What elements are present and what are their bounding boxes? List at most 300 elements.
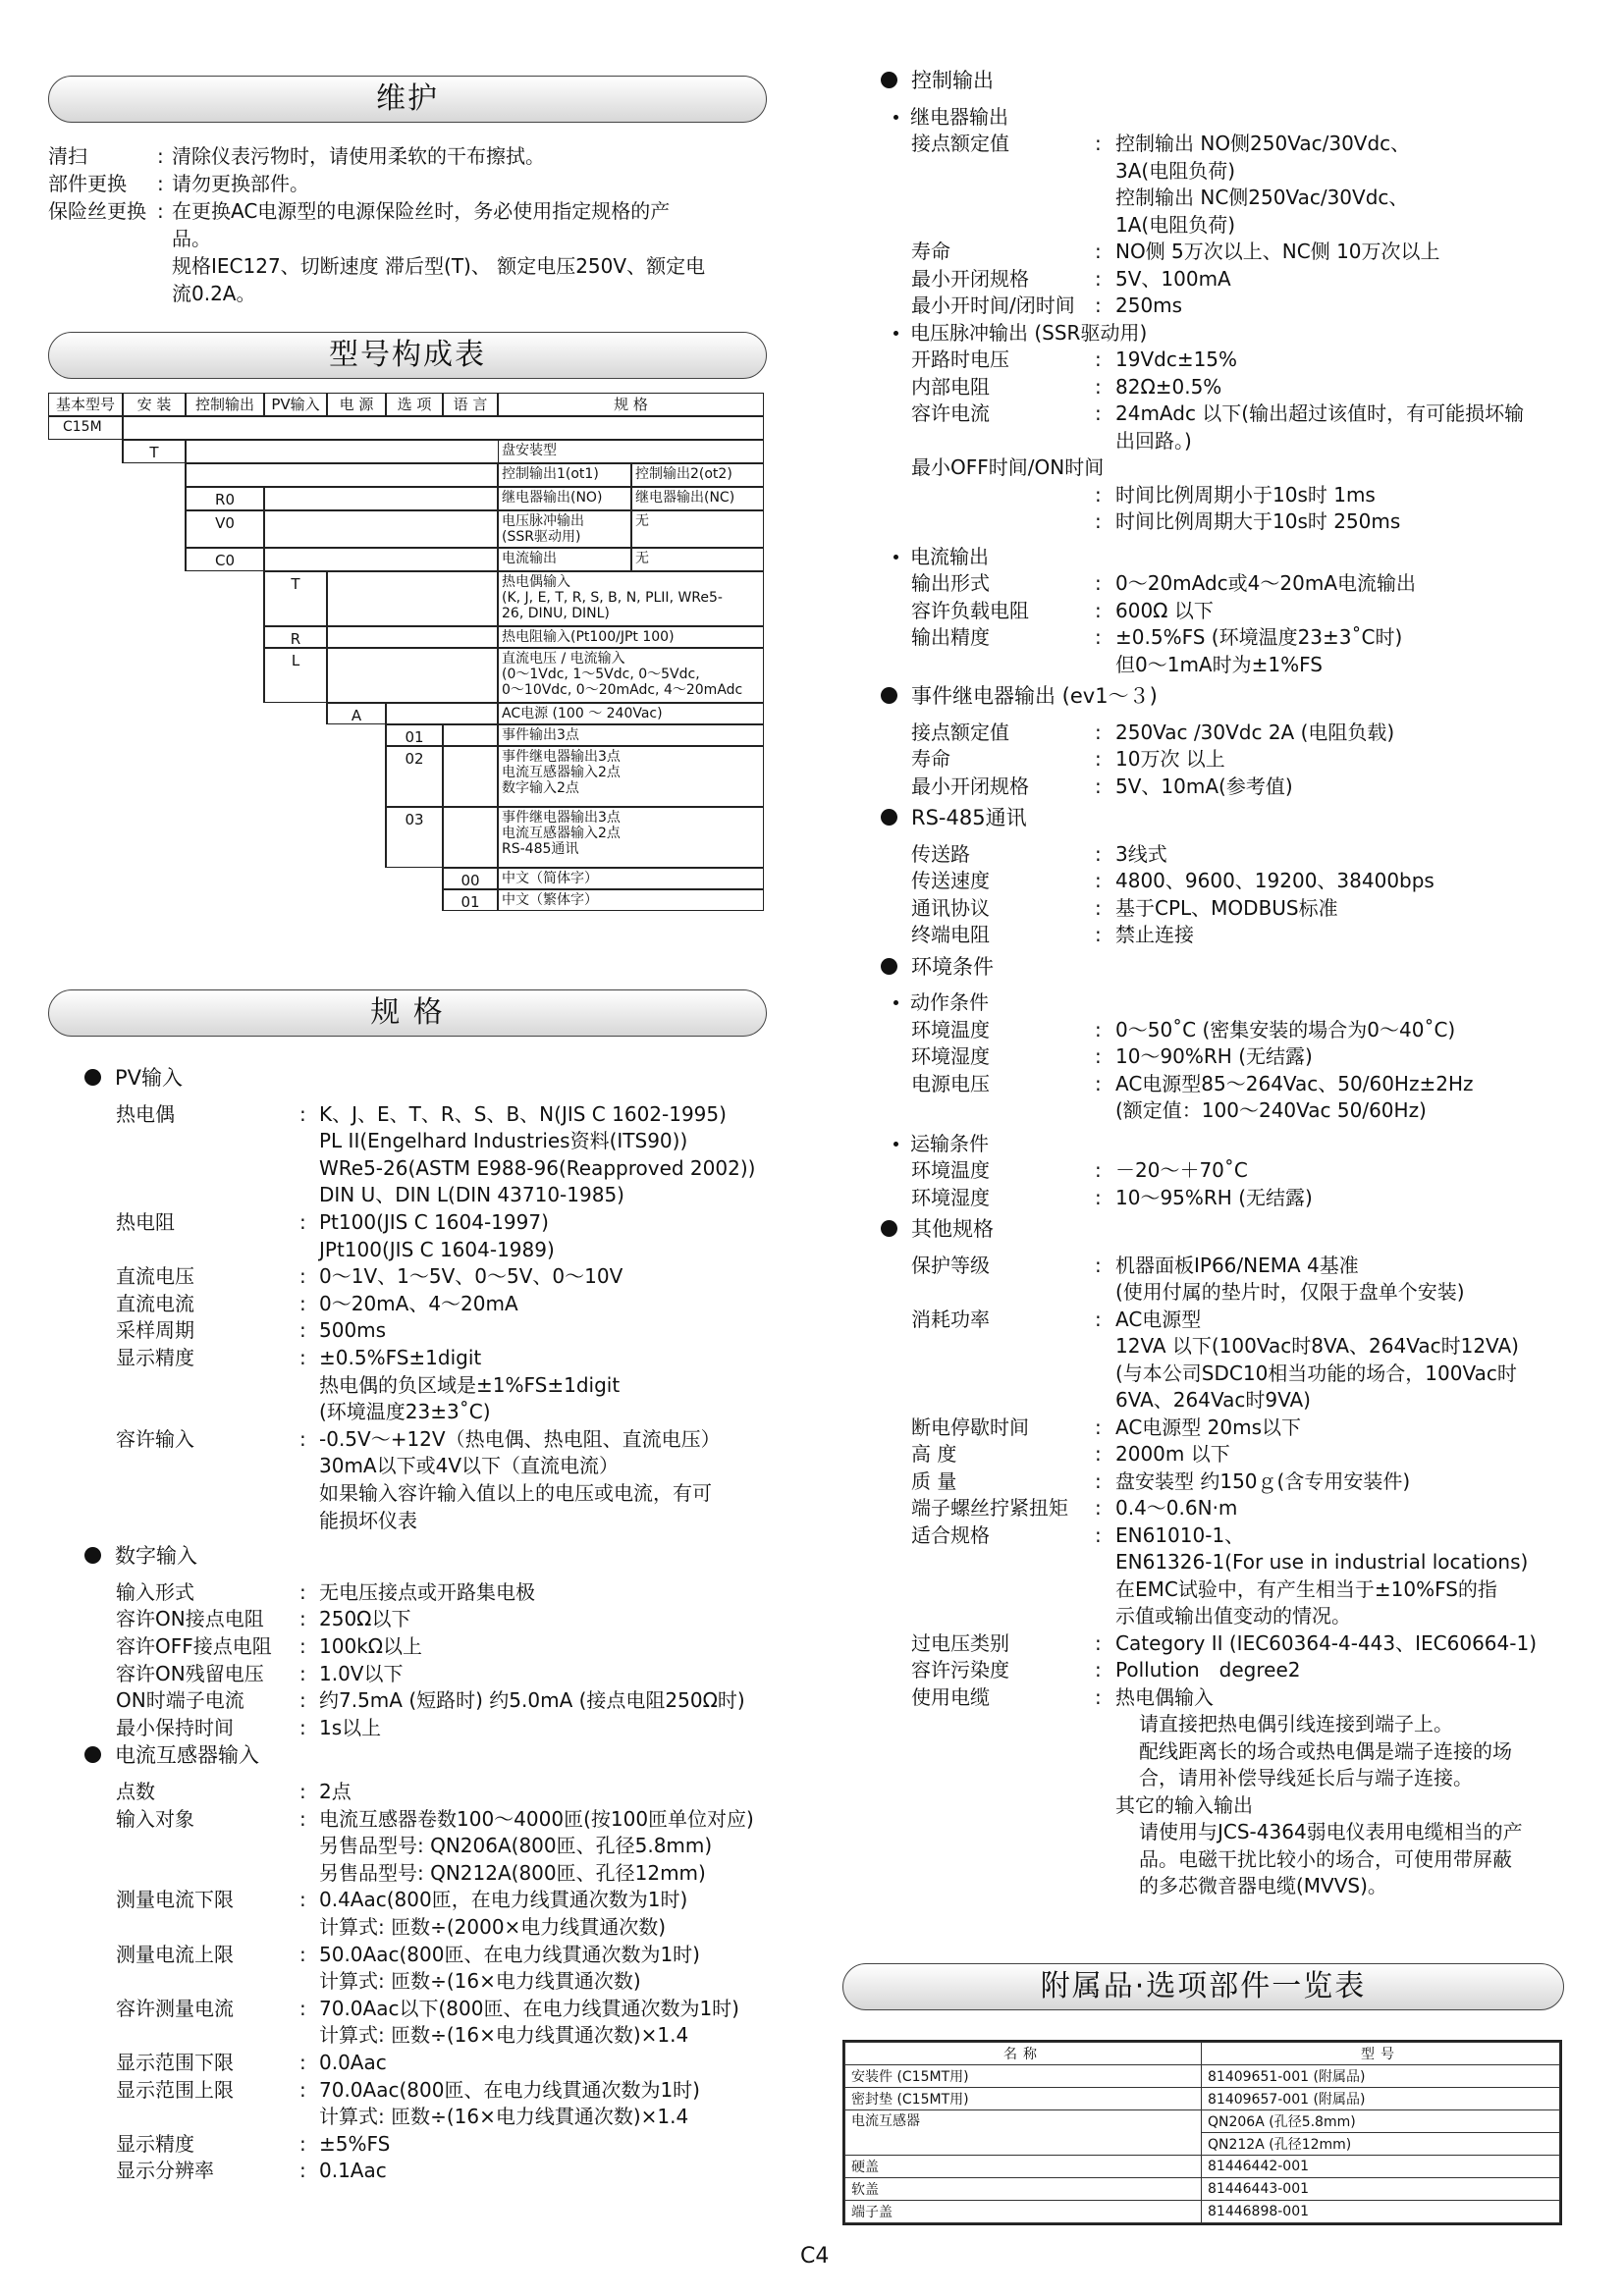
spec-label: 环境湿度	[911, 1185, 990, 1209]
spec-colon: :	[1095, 482, 1102, 507]
small-bullet-icon	[893, 1142, 898, 1147]
spec-value: AC电源型85～264Vac、50/60Hz±2Hz	[1115, 1071, 1474, 1095]
spec-label: 测量电流上限	[116, 1942, 234, 1966]
spec-colon: :	[1095, 1496, 1102, 1520]
mt-connector	[122, 416, 123, 463]
spec-colon: :	[1095, 266, 1102, 291]
accessories-table	[842, 2040, 1562, 2225]
mt-connector	[263, 487, 264, 703]
maint-value-clean: 清除仪表污物时，请使用柔软的干布擦拭。	[172, 144, 545, 168]
subsection-heading-text: 继电器输出	[910, 104, 1008, 129]
section-heading-text: 控制输出	[911, 69, 994, 92]
spec-colon: :	[1095, 1658, 1102, 1682]
mt-v0-spec1	[498, 510, 631, 548]
spec-value: 1A(电阻负荷)	[1115, 212, 1236, 237]
spec-colon: :	[299, 1661, 306, 1685]
mt-opt03-line: 电流互感器输入2点	[502, 826, 621, 841]
mt-option-code-03: 03	[386, 807, 443, 868]
subsection-heading	[893, 1131, 989, 1157]
mt-connector	[442, 724, 443, 911]
spec-value: 计算式: 匝数÷(16×电力线貫通次数)×1.4	[319, 2023, 689, 2048]
spec-value: 示值或输出值变动的情况。	[1115, 1604, 1351, 1628]
mt-blank	[327, 571, 498, 626]
mt-control-ot2: 控制输出2(ot2)	[631, 463, 764, 487]
bullet-dot-icon	[881, 72, 897, 88]
mt-install-code: T	[123, 440, 186, 463]
mt-control-code-r0: R0	[186, 487, 264, 510]
spec-value: Category II (IEC60364-4-443、IEC60664-1)	[1115, 1630, 1537, 1655]
spec-value: 如果输入容许输入值以上的电压或电流，有可	[319, 1481, 712, 1505]
section-heading-text: RS-485通讯	[911, 806, 1027, 829]
mt-header-control: 控制输出	[186, 393, 264, 416]
spec-label: ON时端子电流	[116, 1688, 244, 1713]
spec-colon: :	[1095, 1442, 1102, 1466]
maint-label-parts: 部件更换	[48, 172, 127, 195]
spec-colon: :	[1095, 132, 1102, 155]
spec-value: 6VA、264Vac时9VA)	[1115, 1388, 1311, 1412]
acc-name: 软盖	[845, 2178, 1202, 2201]
spec-value: (使用付属的垫片时，仅限于盘单个安装)	[1115, 1280, 1465, 1304]
spec-value: 0.4Aac(800匝，在电力线貫通次数为1时)	[319, 1888, 688, 1912]
spec-label: 传送路	[911, 841, 970, 866]
spec-value: 计算式: 匝数÷(16×电力线貫通次数)	[319, 1969, 641, 1994]
spec-colon: :	[299, 2077, 306, 2102]
spec-value: 70.0Aac(800匝、在电力线貫通次数为1时)	[319, 2077, 700, 2102]
mt-header-option: 选 项	[386, 393, 443, 416]
mt-opt02-line: 数字输入2点	[502, 780, 579, 796]
spec-label: 显示精度	[116, 1346, 194, 1369]
mt-header-power: 电 源	[327, 393, 386, 416]
mt-option-spec-01: 事件输出3点	[498, 724, 764, 746]
mt-opt02-line: 电流互感器输入2点	[502, 765, 621, 780]
spec-value: 时间比例周期小于10s时 1ms	[1115, 482, 1376, 507]
spec-label: 容许负载电阻	[911, 598, 1029, 622]
maint-colon: :	[157, 144, 164, 168]
bullet-dot-icon	[84, 1746, 101, 1763]
spec-label: 环境温度	[911, 1158, 990, 1182]
mt-lang-code-00: 00	[443, 868, 498, 889]
spec-value: ±5%FS	[319, 2131, 391, 2156]
spec-value: Pt100(JIS C 1604-1997)	[319, 1210, 549, 1234]
spec-value: 请使用与JCS-4364弱电仪表用电缆相当的产	[1139, 1820, 1523, 1843]
section-heading-text: PV输入	[115, 1066, 184, 1090]
spec-label: 输出形式	[911, 571, 990, 595]
spec-value: 请直接把热电偶引线连接到端子上。	[1139, 1712, 1453, 1735]
mt-pv-l-line: (0～1Vdc, 1～5Vdc, 0～5Vdc,	[502, 667, 700, 682]
mt-blank	[443, 807, 498, 868]
spec-label: 输入形式	[116, 1579, 194, 1604]
acc-model: QN212A (孔径12mm)	[1202, 2133, 1560, 2156]
spec-value: 盘安装型 约150ｇ(含专用安装件)	[1115, 1468, 1411, 1493]
spec-value: －20～＋70˚C	[1115, 1158, 1248, 1182]
spec-value: 合，请用补偿导线延长后与端子连接。	[1139, 1766, 1473, 1789]
spec-colon: :	[1095, 747, 1102, 771]
spec-colon: :	[1095, 401, 1102, 425]
model-table-banner: 型号构成表	[48, 332, 767, 379]
spec-value: 82Ω±0.5%	[1115, 374, 1222, 399]
spec-value: AC电源型	[1115, 1307, 1202, 1331]
section-heading-text: 数字输入	[115, 1544, 197, 1569]
spec-value: 250Vac /30Vdc 2A (电阻负载)	[1115, 720, 1395, 744]
spec-value: 12VA 以下(100Vac时8VA、264Vac时12VA)	[1115, 1334, 1519, 1358]
spec-value: 0～20mA、4～20mA	[319, 1291, 518, 1315]
bullet-dot-icon	[84, 1547, 101, 1564]
spec-colon: :	[299, 1806, 306, 1831]
mt-pv-code-r: R	[264, 626, 327, 648]
mt-blank	[264, 487, 498, 510]
bullet-dot-icon	[881, 687, 897, 704]
spec-value: 3A(电阻负荷)	[1115, 158, 1236, 183]
spec-value: 控制输出 NO侧250Vac/30Vdc、	[1115, 132, 1411, 155]
spec-value: 基于CPL、MODBUS标准	[1115, 895, 1338, 920]
spec-colon: :	[1095, 347, 1102, 371]
spec-value: 出回路。)	[1115, 428, 1192, 453]
spec-label: 传送速度	[911, 869, 990, 892]
spec-label: 最小开时间/闭时间	[911, 294, 1075, 317]
page-number: C4	[800, 2244, 830, 2269]
spec-value: EN61326-1(For use in industrial locations)	[1115, 1550, 1529, 1574]
spec-label: 通讯协议	[911, 895, 990, 920]
mt-base-code: C15M	[48, 416, 123, 440]
mt-control-ot1: 控制输出1(ot1)	[498, 463, 631, 487]
spec-colon: :	[299, 1780, 306, 1803]
spec-colon: :	[1095, 598, 1102, 622]
spec-label: 容许OFF接点电阻	[116, 1634, 272, 1658]
mt-blank	[264, 548, 498, 571]
acc-header-model: 型号	[1202, 2043, 1560, 2065]
section-heading-text: 其他规格	[911, 1217, 994, 1241]
spec-label: 最小OFF时间/ON时间	[911, 455, 1105, 479]
maint-colon: :	[157, 172, 164, 195]
spec-value: 5V、100mA	[1115, 266, 1231, 291]
spec-value: PL II(Engelhard Industries资料(ITS90))	[319, 1129, 688, 1153]
spec-label: 接点额定值	[911, 720, 1009, 744]
acc-name: 密封垫 (C15MT用)	[845, 2088, 1202, 2110]
spec-value: 19Vdc±15%	[1115, 347, 1238, 371]
mt-pv-l-line: 0～10Vdc, 0～20mAdc, 4～20mAdc	[502, 682, 743, 698]
spec-value: 的多芯微音器电缆(MVVS)。	[1139, 1874, 1387, 1897]
spec-value: 计算式: 匝数÷(16×电力线貫通次数)×1.4	[319, 2105, 689, 2129]
spec-label: 内部电阻	[911, 374, 990, 399]
bullet-dot-icon	[881, 809, 897, 826]
spec-banner: 规 格	[48, 989, 767, 1037]
spec-value: 另售品型号: QN212A(800匝、孔径12mm)	[319, 1860, 706, 1885]
maint-label-fuse: 保险丝更换	[48, 199, 146, 223]
spec-colon: :	[299, 1291, 306, 1315]
subsection-heading-text: 运输条件	[910, 1131, 989, 1155]
mt-pv-spec-l	[498, 648, 764, 703]
spec-value: 但0～1mA时为±1%FS	[1115, 652, 1323, 676]
spec-label: 最小保持时间	[116, 1715, 234, 1739]
subsection-heading-text: 动作条件	[910, 990, 989, 1014]
section-heading	[84, 1542, 197, 1570]
spec-value: 100kΩ以上	[319, 1634, 423, 1658]
spec-colon: :	[299, 2159, 306, 2183]
mt-blank	[443, 724, 498, 746]
spec-colon: :	[1095, 1307, 1102, 1331]
spec-label: 直流电压	[116, 1264, 194, 1289]
spec-colon: :	[1095, 1185, 1102, 1209]
mt-header-spec: 规 格	[498, 393, 764, 416]
mt-lang-code-01: 01	[443, 889, 498, 911]
spec-value: Pollution degree2	[1115, 1658, 1301, 1682]
small-bullet-icon	[893, 1000, 898, 1005]
spec-colon: :	[1095, 1017, 1102, 1041]
spec-label: 最小开闭规格	[911, 266, 1029, 291]
spec-value: 2点	[319, 1780, 352, 1803]
acc-name: 电流互感器	[845, 2110, 1202, 2156]
mt-opt02-line: 事件继电器输出3点	[502, 749, 621, 765]
maint-value-fuse-1: 在更换AC电源型的电源保险丝时，务必使用指定规格的产	[172, 199, 671, 223]
mt-blank	[386, 703, 498, 724]
spec-colon: :	[299, 1426, 306, 1451]
spec-colon: :	[1095, 720, 1102, 744]
section-heading	[881, 804, 1027, 831]
spec-label: 显示范围上限	[116, 2077, 234, 2102]
spec-colon: :	[1095, 923, 1102, 946]
mt-v0-spec1a: 电压脉冲输出	[502, 513, 584, 529]
small-bullet-icon	[893, 331, 898, 336]
bullet-dot-icon	[881, 1220, 897, 1237]
mt-connector	[326, 571, 327, 724]
mt-option-code-01: 01	[386, 724, 443, 746]
spec-value: 10万次 以上	[1115, 747, 1225, 771]
spec-colon: :	[1095, 294, 1102, 317]
spec-value: NO侧 5万次以上、NC侧 10万次以上	[1115, 240, 1440, 263]
spec-colon: :	[299, 1607, 306, 1631]
spec-label: 点数	[116, 1780, 155, 1803]
bullet-dot-icon	[84, 1069, 101, 1086]
spec-value: 禁止连接	[1115, 923, 1194, 946]
spec-value: 600Ω 以下	[1115, 598, 1214, 622]
spec-colon: :	[1095, 625, 1102, 649]
spec-value: 计算式: 匝数÷(2000×电力线貫通次数)	[319, 1915, 667, 1939]
spec-value: 50.0Aac(800匝、在电力线貫通次数为1时)	[319, 1942, 700, 1966]
spec-label: 适合规格	[911, 1522, 990, 1547]
spec-value: 无电压接点或开路集电极	[319, 1579, 535, 1604]
mt-opt03-line: RS-485通讯	[502, 841, 579, 857]
mt-blank	[443, 746, 498, 807]
spec-colon: :	[299, 1688, 306, 1713]
spec-colon: :	[299, 1264, 306, 1289]
spec-label: 保护等级	[911, 1253, 990, 1277]
table-row	[845, 2156, 1560, 2178]
spec-label: 终端电阻	[911, 923, 990, 946]
spec-label: 电源电压	[911, 1071, 990, 1095]
mt-c0-spec2: 无	[631, 548, 764, 571]
spec-value: 电流互感器卷数100～4000匝(按100匝单位对应)	[319, 1806, 754, 1831]
spec-colon: :	[299, 1996, 306, 2020]
spec-value: ±0.5%FS (环境温度23±3˚C时)	[1115, 625, 1403, 649]
spec-label: 采样周期	[116, 1318, 194, 1343]
spec-value: AC电源型 20ms以下	[1115, 1415, 1302, 1439]
spec-value: 10～95%RH (无结露)	[1115, 1185, 1313, 1209]
acc-model: 81409657-001 (附属品)	[1202, 2088, 1560, 2110]
mt-header-pv: PV输入	[264, 393, 327, 416]
accessories-banner: 附属品·选项部件一览表	[842, 1963, 1564, 2010]
spec-colon: :	[1095, 774, 1102, 798]
spec-label: 容许测量电流	[116, 1996, 234, 2020]
mt-blank	[264, 510, 498, 548]
mt-option-code-02: 02	[386, 746, 443, 807]
table-row	[845, 2088, 1560, 2110]
spec-value: 品。电磁干扰比较小的场合，可使用带屏蔽	[1139, 1846, 1512, 1871]
mt-v0-spec1b: (SSR驱动用)	[502, 529, 581, 545]
mt-option-spec-02	[498, 746, 764, 807]
spec-value: 250ms	[1115, 294, 1183, 317]
spec-value: 4800、9600、19200、38400bps	[1115, 869, 1435, 892]
spec-value: 能损坏仪表	[319, 1508, 417, 1532]
spec-value: -0.5V～+12V（热电偶、热电阻、直流电压）	[319, 1426, 721, 1451]
spec-value: 500ms	[319, 1318, 387, 1343]
mt-lang-spec-00: 中文（简体字）	[498, 868, 764, 889]
spec-colon: :	[1095, 1071, 1102, 1095]
spec-label: 寿命	[911, 747, 950, 771]
spec-label: 容许污染度	[911, 1658, 1009, 1682]
mt-v0-spec2: 无	[631, 510, 764, 548]
subsection-heading	[893, 989, 989, 1016]
mt-power-code: A	[327, 703, 386, 724]
section-heading-text: 电流互感器输入	[115, 1743, 259, 1768]
spec-label: 断电停歇时间	[911, 1415, 1029, 1439]
spec-colon: :	[1095, 1522, 1102, 1547]
maint-value-parts: 请勿更换部件。	[172, 172, 309, 195]
spec-colon: :	[299, 1942, 306, 1966]
spec-colon: :	[299, 1579, 306, 1604]
acc-name: 端子盖	[845, 2201, 1202, 2223]
spec-value: 30mA以下或4V以下（直流电流）	[319, 1454, 620, 1478]
table-row	[845, 2201, 1560, 2223]
spec-label: 容许ON接点电阻	[116, 1607, 264, 1631]
spec-colon: :	[299, 1318, 306, 1343]
spec-value: 0.0Aac	[319, 2051, 387, 2074]
section-heading	[881, 1215, 994, 1243]
subsection-heading	[893, 544, 989, 570]
spec-value: 控制输出 NC侧250Vac/30Vdc、	[1115, 186, 1409, 209]
mt-control-code-v0: V0	[186, 510, 264, 548]
spec-colon: :	[1095, 1253, 1102, 1277]
spec-label: 显示分辨率	[116, 2159, 214, 2183]
spec-colon: :	[299, 1210, 306, 1234]
spec-value: 0.1Aac	[319, 2159, 387, 2183]
spec-value: 另售品型号: QN206A(800匝、孔径5.8mm)	[319, 1834, 713, 1858]
spec-label: 端子螺丝拧紧扭矩	[911, 1496, 1068, 1520]
table-row	[845, 2110, 1560, 2133]
mt-pv-spec-r: 热电阻输入(Pt100/JPt 100)	[498, 626, 764, 648]
mt-install-spec: 盘安装型	[498, 440, 764, 463]
spec-colon: :	[1095, 1630, 1102, 1655]
spec-colon: :	[1095, 571, 1102, 595]
spec-value: 0.4～0.6N·m	[1115, 1496, 1238, 1520]
spec-colon: :	[1095, 895, 1102, 920]
spec-value: 0～50˚C (密集安装的場合为0～40˚C)	[1115, 1017, 1456, 1041]
spec-colon: :	[1095, 1158, 1102, 1182]
spec-value: WRe5-26(ASTM E988-96(Reapproved 2002))	[319, 1155, 756, 1180]
mt-connector	[385, 703, 386, 868]
spec-label: 接点额定值	[911, 132, 1009, 155]
mt-pv-code-l: L	[264, 648, 327, 703]
spec-colon: :	[1095, 1415, 1102, 1439]
spec-value: 0～1V、1～5V、0～5V、0～10V	[319, 1264, 623, 1289]
spec-label: 显示精度	[116, 2131, 194, 2156]
spec-value: 1s以上	[319, 1715, 382, 1739]
mt-pv-l-line: 直流电压 / 电流输入	[502, 651, 625, 667]
mt-control-blank	[186, 463, 498, 487]
spec-colon: :	[299, 1346, 306, 1369]
spec-value: (额定值：100～240Vac 50/60Hz)	[1115, 1098, 1427, 1122]
spec-colon: :	[299, 1888, 306, 1912]
maint-value-fuse-4: 流0.2A。	[172, 282, 256, 305]
small-bullet-icon	[893, 115, 898, 120]
mt-header-install: 安 装	[123, 393, 186, 416]
maint-label-clean: 清扫	[48, 144, 87, 168]
section-heading	[881, 953, 994, 981]
spec-colon: :	[299, 1101, 306, 1126]
spec-colon: :	[299, 2131, 306, 2156]
mt-c0-spec1: 电流输出	[498, 548, 631, 571]
mt-pv-code-t: T	[264, 571, 327, 626]
mt-r0-spec1: 继电器输出(NO)	[498, 487, 631, 510]
mt-pv-t-line: 26, DINU, DINL)	[502, 606, 610, 621]
spec-label: 消耗功率	[911, 1307, 990, 1331]
maintenance-banner: 维护	[48, 76, 767, 123]
subsection-heading	[893, 320, 1147, 347]
spec-label: 显示范围下限	[116, 2051, 234, 2074]
acc-name: 硬盖	[845, 2156, 1202, 2178]
spec-value: 24mAdc 以下(输出超过该值时，有可能损坏输	[1115, 401, 1525, 425]
spec-value: (与本公司SDC10相当功能的场合，100Vac时	[1115, 1361, 1517, 1385]
spec-value: 其它的输入输出	[1115, 1792, 1253, 1817]
spec-colon: :	[299, 2051, 306, 2074]
table-row	[845, 2065, 1560, 2088]
section-heading	[84, 1064, 183, 1092]
spec-value: 1.0V以下	[319, 1661, 404, 1685]
spec-colon: :	[1095, 240, 1102, 263]
spec-colon: :	[1095, 1684, 1102, 1709]
maint-value-fuse-2: 品。	[172, 227, 211, 250]
section-heading-text: 事件继电器输出 (ev1～３)	[911, 684, 1158, 708]
spec-label: 测量电流下限	[116, 1888, 234, 1912]
spec-value: 10～90%RH (无结露)	[1115, 1044, 1313, 1068]
spec-label: 环境温度	[911, 1017, 990, 1041]
spec-colon: :	[299, 1715, 306, 1739]
spec-value: 5V、10mA(参考值)	[1115, 774, 1293, 798]
maint-colon: :	[157, 199, 164, 223]
spec-label: 容许ON残留电压	[116, 1661, 264, 1685]
spec-value: 250Ω以下	[319, 1607, 411, 1631]
acc-header-name: 名称	[845, 2043, 1202, 2065]
acc-model: 81446898-001	[1202, 2201, 1560, 2223]
subsection-heading-text: 电流输出	[910, 544, 989, 568]
spec-label: 开路时电压	[911, 347, 1009, 371]
spec-value: EN61010-1、	[1115, 1522, 1245, 1547]
acc-name: 安装件 (C15MT用)	[845, 2065, 1202, 2088]
spec-label: 过电压类别	[911, 1630, 1009, 1655]
acc-model: 81409651-001 (附属品)	[1202, 2065, 1560, 2088]
spec-value: 热电偶输入	[1115, 1684, 1214, 1709]
spec-colon: :	[1095, 869, 1102, 892]
mt-pv-spec-t	[498, 571, 764, 626]
spec-value: 在EMC试验中，有产生相当于±10%FS的指	[1115, 1576, 1497, 1601]
spec-value: 3线式	[1115, 841, 1167, 866]
spec-value: 2000m 以下	[1115, 1442, 1230, 1466]
mt-base-row	[123, 416, 764, 440]
section-heading	[881, 67, 994, 94]
section-heading	[881, 682, 1158, 710]
spec-value: 0～20mAdc或4～20mA电流输出	[1115, 571, 1417, 595]
mt-opt03-line: 事件继电器输出3点	[502, 810, 621, 826]
spec-value: 约7.5mA (短路时) 约5.0mA (接点电阻250Ω时)	[319, 1688, 745, 1713]
